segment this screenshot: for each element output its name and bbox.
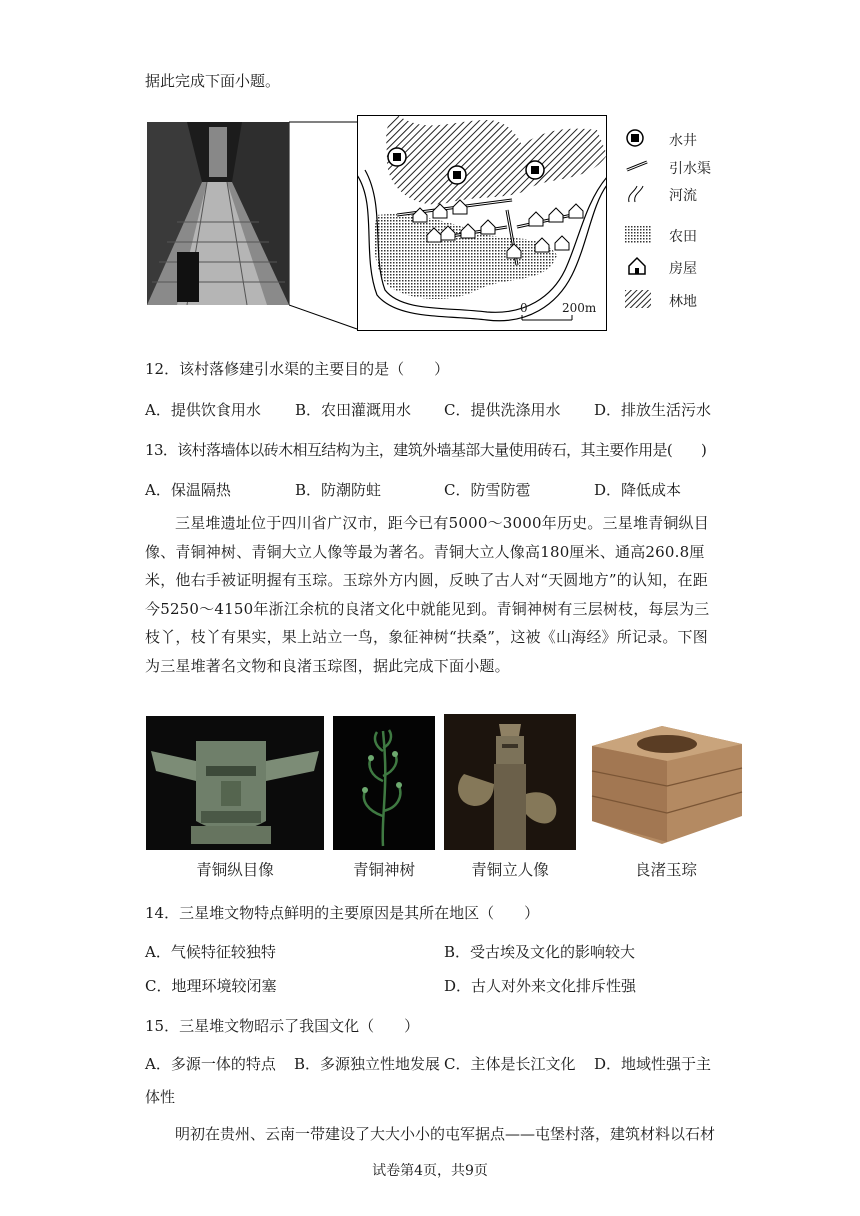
zoom-connector	[289, 114, 359, 334]
caption-bronze-tree: 青铜神树	[352, 861, 415, 879]
legend-label: 农田	[669, 229, 697, 245]
question-13-option-d[interactable]: D．降低成本	[594, 481, 682, 499]
question-14-option-d[interactable]: D．古人对外来文化排斥性强	[444, 977, 637, 995]
question-13-option-c[interactable]: C．防雪防雹	[444, 481, 531, 499]
bronze-tree-photo	[333, 716, 435, 850]
well-icon	[625, 128, 645, 152]
page-footer: 试卷第4页，共9页	[372, 1163, 488, 1179]
caption-bronze-mask: 青铜纵目像	[196, 861, 274, 879]
question-13-option-a[interactable]: A．保温隔热	[145, 481, 231, 499]
question-12-option-c[interactable]: C．提供洗涤用水	[444, 401, 561, 419]
house-icon	[627, 256, 647, 280]
question-12-option-a[interactable]: A．提供饮食用水	[145, 401, 261, 419]
sanxingdui-passage: 三星堆遗址位于四川省广汉市，距今已有5000～3000年历史。三星堆青铜纵目像、青铜神树、青铜大立人像等最为著名。青铜大立人像高180厘米、通高260.8厘米，他右手被证明握有玉琮。玉琮外方内圆，反映了古人对“天圆地方”的认知，在距今5250～4150年浙江余杭的良渚文化中就能见到。青铜神树有三层树枝，每层为三枝丫，枝丫有果实，果上站立一鸟，象征神树“扶桑”，这被《山海经》所记录。下图为三星堆著名文物和良渚玉琮图，据此完成下面小题。	[145, 514, 710, 675]
forest-icon	[625, 290, 651, 312]
bronze-mask-photo	[146, 716, 324, 850]
question-13-option-b[interactable]: B．防潮防蛀	[295, 481, 382, 499]
caption-jade-cong: 良渚玉琮	[634, 861, 697, 879]
scale-distance: 200m	[562, 301, 597, 315]
village-map	[357, 115, 607, 331]
tunbao-paragraph: 明初在贵州、云南一带建设了大大小小的屯军据点——屯堡村落，建筑材料以石材	[175, 1125, 716, 1143]
question-15-option-c[interactable]: C．主体是长江文化	[444, 1055, 576, 1073]
bronze-figure-photo	[444, 714, 576, 850]
question-15-option-b[interactable]: B．多源独立性地发展	[294, 1055, 441, 1073]
question-14-option-a[interactable]: A．气候特征较独特	[145, 943, 276, 961]
village-street-photo	[147, 122, 289, 305]
legend-label: 引水渠	[669, 161, 711, 177]
legend-label: 林地	[669, 294, 697, 310]
farmland-icon	[625, 226, 651, 248]
question-15-stem: 15．三星堆文物昭示了我国文化（ ）	[145, 1017, 420, 1035]
question-14-option-b[interactable]: B．受古埃及文化的影响较大	[444, 943, 636, 961]
river-icon	[625, 184, 649, 208]
intro-line: 据此完成下面小题。	[145, 72, 281, 90]
scale-zero: 0	[520, 301, 528, 315]
liangzhu-jade-cong-photo	[582, 716, 750, 850]
question-15-option-d[interactable]: D．地域性强于主	[594, 1055, 712, 1073]
question-14-stem: 14．三星堆文物特点鲜明的主要原因是其所在地区（ ）	[145, 904, 540, 922]
question-13-stem: 13．该村落墙体以砖木相互结构为主，建筑外墙基部大量使用砖石，其主要作用是( )	[145, 441, 707, 459]
question-12-stem: 12．该村落修建引水渠的主要目的是（ ）	[145, 360, 450, 378]
question-12-option-d[interactable]: D．排放生活污水	[594, 401, 712, 419]
legend-label: 河流	[669, 188, 697, 204]
question-14-option-c[interactable]: C．地理环境较闭塞	[145, 977, 277, 995]
channel-icon	[625, 158, 649, 178]
legend-label: 房屋	[669, 261, 697, 277]
legend-label: 水井	[669, 133, 697, 149]
question-12-option-b[interactable]: B．农田灌溉用水	[295, 401, 412, 419]
caption-bronze-figure: 青铜立人像	[471, 861, 549, 879]
question-15-option-d-continuation: 体性	[145, 1088, 176, 1106]
question-15-option-a[interactable]: A．多源一体的特点	[145, 1055, 276, 1073]
